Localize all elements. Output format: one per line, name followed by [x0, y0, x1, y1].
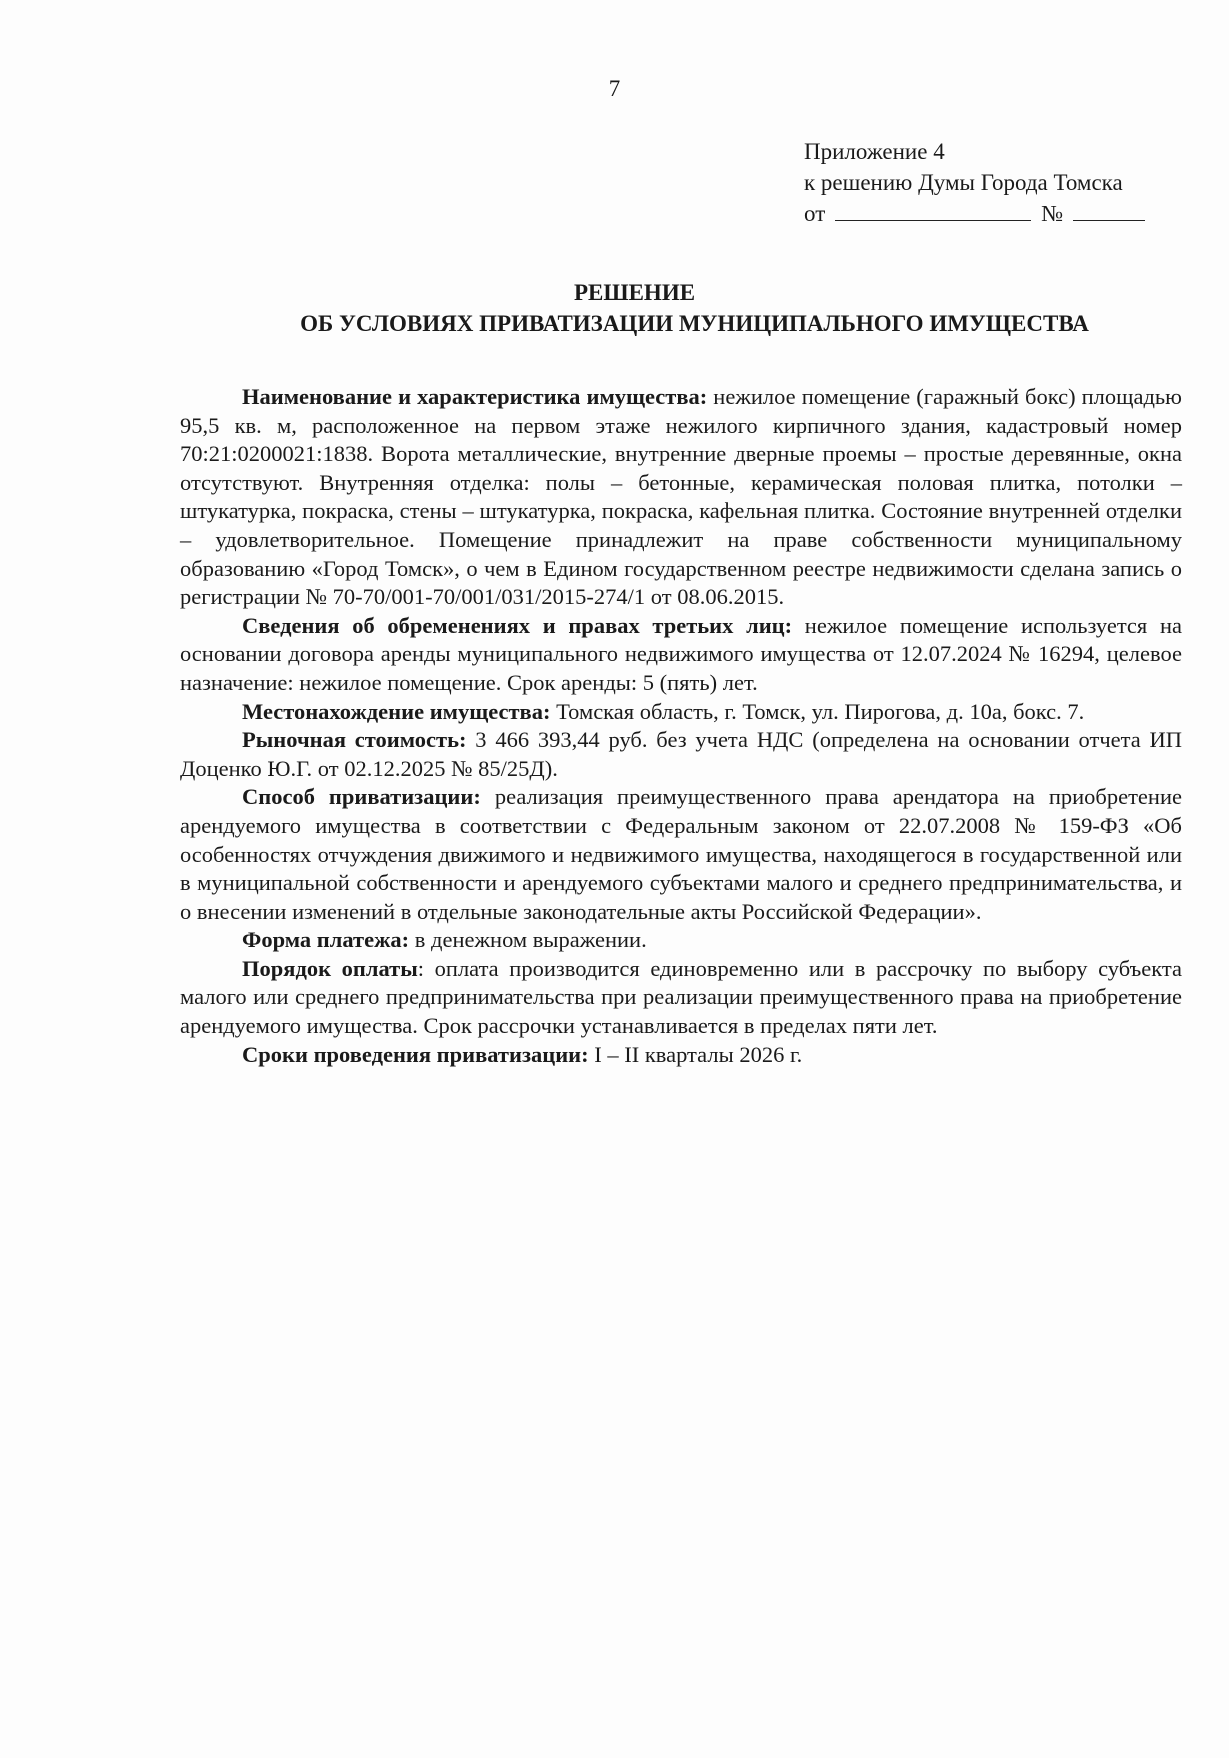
section-payment-form [180, 926, 1182, 955]
page-number: 7 [608, 76, 621, 101]
date-blank [835, 198, 1031, 221]
section-text: реализация преимущественного права арендатора на приобретение арендуемого имущества в соответствии с Федеральным законом от 22.07.2008 № 159-ФЗ «Об особенностях отчуждения движимого и недвижимого имущества, находящегося в государственной или в муниципальной собственности и арендуемого субъектами малого и среднего предпринимательства, и о внесении изменений в отдельные законодательные акты Российской Федерации». [180, 784, 1182, 924]
section-location [180, 698, 1182, 727]
section-privatization-terms [180, 1041, 1182, 1070]
date-prefix: от [804, 201, 826, 226]
section-text: в денежном выражении. [409, 927, 647, 953]
section-label: Порядок оплаты [242, 955, 418, 981]
number-blank [1073, 198, 1145, 221]
section-text: : оплата производится единовременно или в рассрочку по выбору субъекта малого или среднего предпринимательства при реализации преимущественного права на приобретение арендуемого имущества. Срок рассрочки устанавливается в пределах пяти лет. [180, 955, 1182, 1039]
section-label: Рыночная стоимость: [242, 727, 467, 753]
appendix-date-number-line [804, 198, 1145, 229]
document-title: РЕШЕНИЕ [573, 280, 696, 305]
section-text: 3 466 393,44 руб. без учета НДС (определена на основании отчета ИП Доценко Ю.Г. от 02.12.2025 № 85/25Д). [180, 727, 1182, 781]
document-subtitle: ОБ УСЛОВИЯХ ПРИВАТИЗАЦИИ МУНИЦИПАЛЬНОГО ИМУЩЕСТВА [300, 311, 1089, 336]
section-text: I – II кварталы 2026 г. [588, 1041, 803, 1067]
appendix-block [804, 136, 1145, 229]
section-text: нежилое помещение используется на основании договора аренды муниципального недвижимого имущества от 12.07.2024 № 16294, целевое назначение: нежилое помещение. Срок аренды: 5 (пять) лет. [180, 612, 1182, 695]
section-label: Способ приватизации: [242, 784, 481, 810]
section-text: нежилое помещение (гаражный бокс) площадью 95,5 кв. м, расположенное на первом этаже нежилого кирпичного здания, кадастровый номер 70:21:0200021:1838. Ворота металлические, внутренние дверные проемы – простые деревянные, окна отсутствуют. Внутренняя отделка: полы – бетонные, керамическая половая плитка, потолки – штукатурка, покраска, стены – штукатурка, покраска, кафельная плитка. Состояние внутренней отделки – удовлетворительное. Помещение принадлежит на праве собственности муниципальному образованию «Город Томск», о чем в Едином государственном реестре недвижимости сделана запись о регистрации № 70-70/001-70/001/031/2015-274/1 от 08.06.2015. [180, 384, 1182, 610]
section-privatization-method [180, 783, 1182, 926]
section-market-value [180, 726, 1182, 783]
document-body [180, 383, 1182, 1069]
number-prefix: № [1041, 201, 1064, 226]
section-label: Форма платежа: [242, 927, 410, 953]
section-label: Сроки проведения приватизации: [242, 1041, 589, 1067]
section-payment-procedure [180, 955, 1182, 1041]
appendix-title: Приложение 4 [804, 139, 945, 164]
section-label: Наименование и характеристика имущества: [242, 384, 708, 409]
section-label: Сведения об обременениях и правах третьих лиц: [242, 612, 793, 638]
section-property-description [180, 383, 1182, 612]
section-encumbrances [180, 612, 1182, 698]
section-label: Местонахождение имущества: [242, 698, 551, 724]
appendix-reference: к решению Думы Города Томска [804, 170, 1123, 195]
section-text: Томская область, г. Томск, ул. Пирогова, д. 10а, бокс. 7. [550, 698, 1085, 724]
